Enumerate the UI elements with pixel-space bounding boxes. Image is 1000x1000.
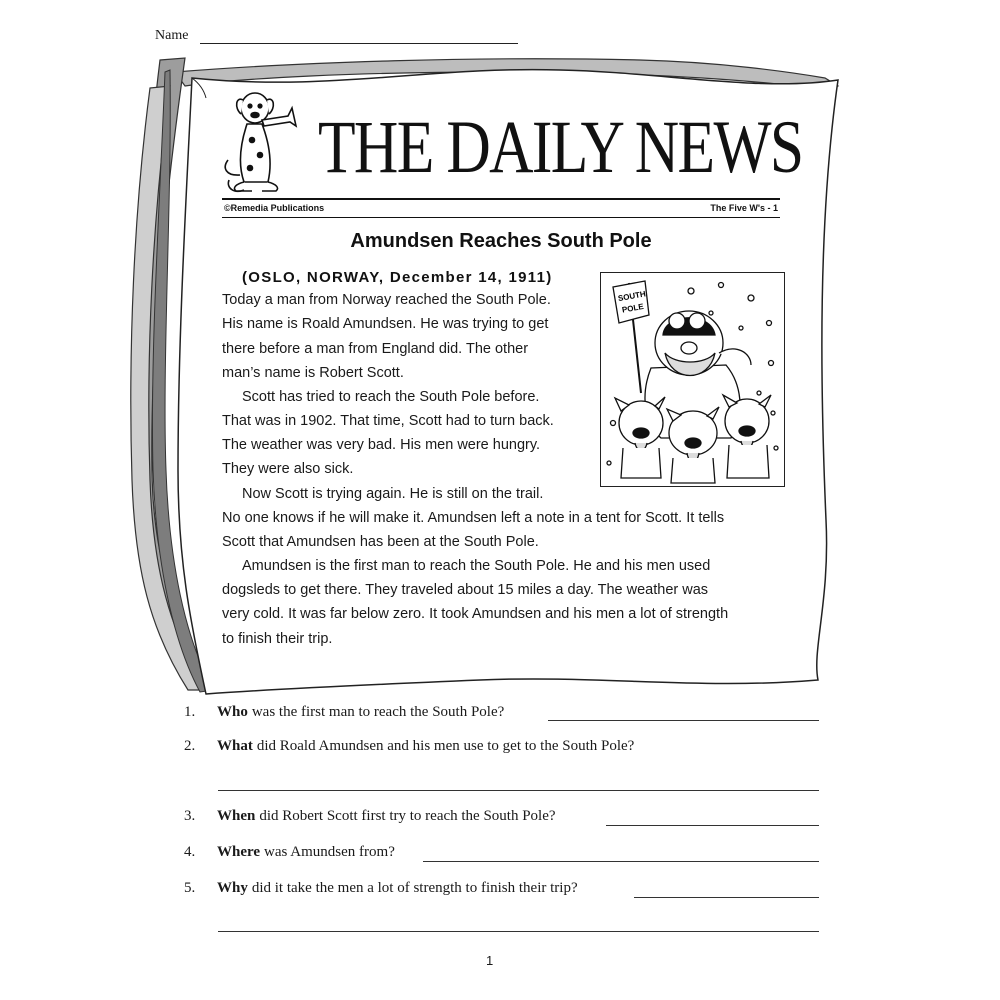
article-line: The weather was very bad. His men were hungry. [222,437,541,453]
page-number: 1 [486,953,494,968]
question-2 [184,738,634,755]
question-keyword: When [217,808,256,824]
answer-blank-3[interactable] [606,825,819,826]
article-headline: Amundsen Reaches South Pole [350,230,652,252]
question-keyword: Who [217,704,248,720]
article-line: there before a man from England did. The other [222,341,529,357]
sign-text-pole: POLE [621,301,645,315]
question-1 [184,704,504,721]
name-label: Name [155,28,189,43]
article-line: very cold. It was far below zero. It took Amundsen and his men a lot of strength [222,606,729,622]
answer-blank-5[interactable] [634,897,819,898]
question-number: 2. [184,738,196,754]
article-line: man’s name is Robert Scott. [222,365,404,381]
masthead-rule-lower [222,217,780,218]
question-text: was Amundsen from? [264,844,395,860]
sign-text-south: SOUTH [617,289,647,304]
answer-blank-4[interactable] [423,861,819,862]
question-number: 1. [184,704,196,720]
publisher-credit: ©Remedia Publications [224,203,325,213]
answer-blank-1[interactable] [548,720,819,721]
question-3 [184,808,556,825]
question-4 [184,844,395,861]
article-line: They were also sick. [222,461,354,477]
question-text: did Robert Scott first try to reach the South Pole? [259,808,556,824]
series-label: The Five W's - 1 [710,203,778,213]
question-number: 4. [184,844,196,860]
question-keyword: Why [217,880,248,896]
article-line: to finish their trip. [222,631,333,647]
article-line: Now Scott is trying again. He is still on the trail. [242,486,544,502]
article-dateline: (OSLO, NORWAY, December 14, 1911) [242,269,553,286]
article-line: Amundsen is the first man to reach the South Pole. He and his men used [242,558,711,574]
article-line: Scott that Amundsen has been at the South Pole. [222,534,539,550]
article-line: His name is Roald Amundsen. He was trying to get [222,316,549,332]
question-text: was the first man to reach the South Pole? [251,704,505,720]
explorer-with-dogs-illustration [600,272,785,487]
question-5 [184,880,578,897]
question-keyword: What [217,738,253,754]
article-line: That was in 1902. That time, Scott had to turn back. [222,413,554,429]
article-line: Today a man from Norway reached the South Pole. [222,292,551,308]
question-keyword: Where [217,844,261,860]
article-line: No one knows if he will make it. Amundsen left a note in a tent for Scott. It tells [222,510,725,526]
newspaper-masthead: THE DAILY NEWS [318,106,803,189]
article-line: Scott has tried to reach the South Pole before. [242,389,540,405]
question-text: did Roald Amundsen and his men use to get to the South Pole? [256,738,635,754]
question-text: did it take the men a lot of strength to finish their trip? [251,880,578,896]
question-number: 3. [184,808,196,824]
answer-blank-2[interactable] [218,790,819,791]
article-line: dogsleds to get there. They traveled about 15 miles a day. The weather was [222,582,709,598]
answer-blank-5b[interactable] [218,931,819,932]
question-number: 5. [184,880,196,896]
masthead-rule [222,198,780,200]
